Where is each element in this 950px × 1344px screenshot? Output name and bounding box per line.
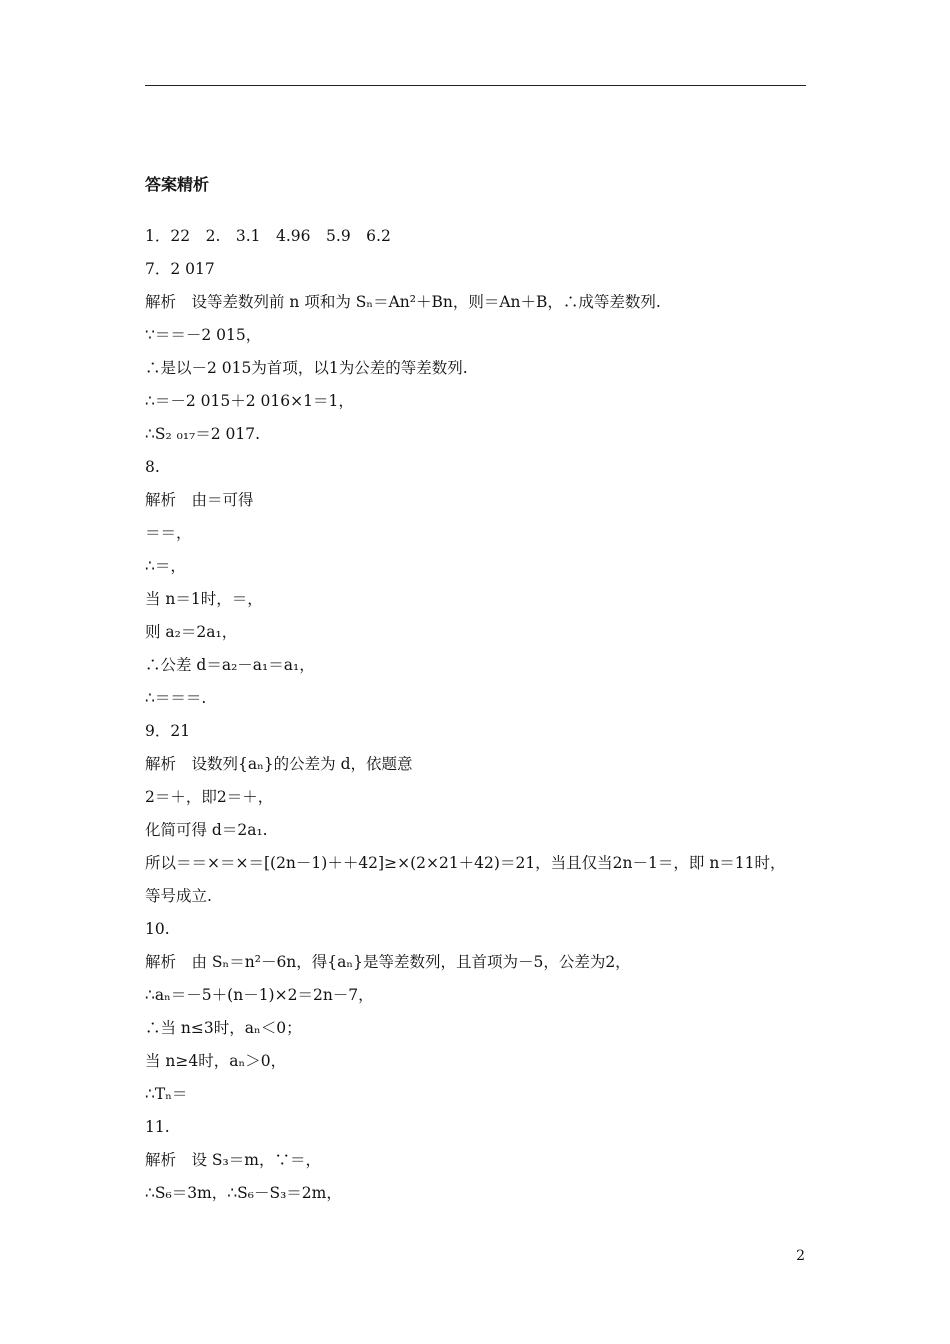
text-line: ∴Tₙ＝	[145, 1085, 188, 1103]
text-line: ∴＝＝＝.	[145, 689, 207, 707]
text-line: ＝＝，	[145, 524, 192, 542]
text-line: 解析 由＝可得	[145, 491, 254, 509]
text-line: 解析 由 Sₙ＝n²－6n，得{aₙ}是等差数列，且首项为－5，公差为2，	[145, 953, 631, 971]
text-line: 则 a₂＝2a₁，	[145, 623, 238, 641]
text-line: 解析 设等差数列前 n 项和为 Sₙ＝An²＋Bn，则＝An＋B，∴成等差数列.	[145, 293, 661, 311]
text-line: 等号成立.	[145, 887, 212, 905]
header-rule	[145, 85, 806, 86]
text-line: 2＝＋，即2＝＋，	[145, 788, 274, 806]
text-line: 9．21	[145, 722, 191, 740]
text-line: ∴公差 d＝a₂－a₁＝a₁，	[145, 656, 315, 674]
text-line: 所以＝＝×＝×＝[(2n－1)＋＋42]≥×(2×21＋42)＝21，当且仅当2n－1＝，即 n＝11时，	[145, 854, 786, 872]
text-line: ∴aₙ＝－5＋(n－1)×2＝2n－7，	[145, 986, 374, 1004]
text-line: 化简可得 d＝2a₁.	[145, 821, 268, 839]
page-number: 2	[796, 1248, 805, 1264]
text-line: 解析 设 S₃＝m，∵＝，	[145, 1151, 321, 1169]
text-line: 当 n＝1时，＝，	[145, 590, 263, 608]
text-line: 解析 设数列{aₙ}的公差为 d，依题意	[145, 755, 413, 773]
text-line: 11.	[145, 1118, 170, 1136]
text-line: ∴S₂ ₀₁₇＝2 017.	[145, 425, 261, 443]
text-line: ∴当 n≤3时，aₙ＜0；	[145, 1019, 302, 1037]
answer-content	[145, 225, 810, 1215]
text-line: ∴S₆＝3m，∴S₆－S₃＝2m，	[145, 1184, 342, 1202]
text-line: 8.	[145, 458, 160, 476]
text-line: ∵＝＝－2 015，	[145, 326, 262, 344]
text-line: 7．2 017	[145, 260, 215, 278]
text-line: 10.	[145, 920, 170, 938]
text-line: 当 n≥4时，aₙ＞0，	[145, 1052, 287, 1070]
text-line: ∴＝，	[145, 557, 186, 575]
text-line: 1．22 2. 3.1 4.96 5.9 6.2	[145, 227, 391, 245]
text-line: ∴＝－2 015＋2 016×1＝1，	[145, 392, 354, 410]
text-line: ∴是以－2 015为首项，以1为公差的等差数列.	[145, 359, 468, 377]
section-title: 答案精析	[145, 175, 210, 194]
